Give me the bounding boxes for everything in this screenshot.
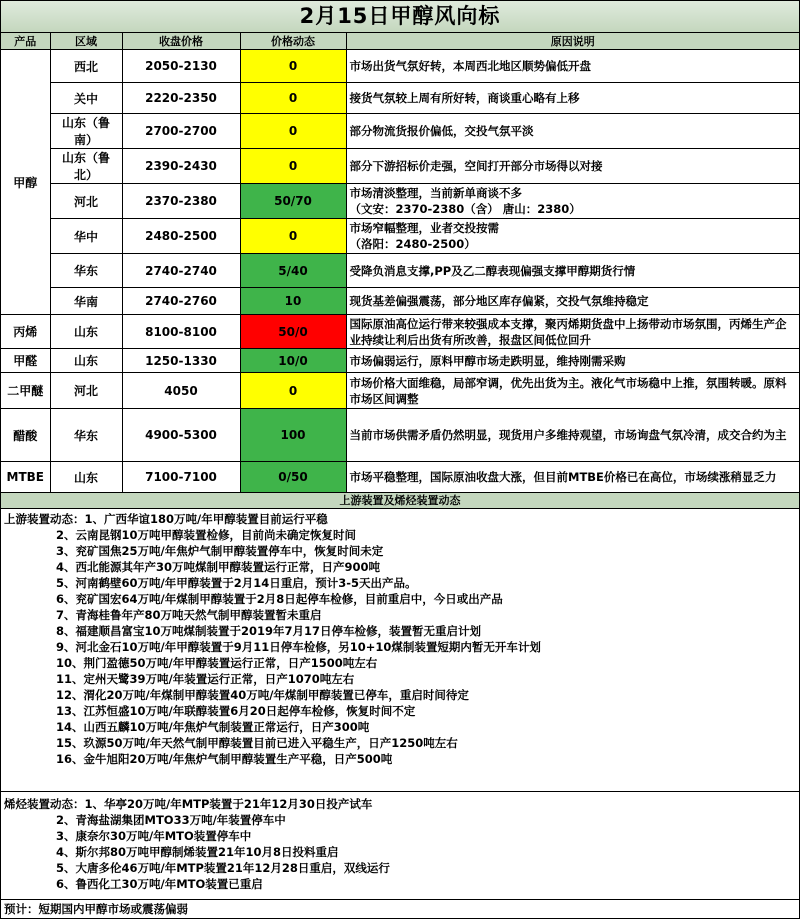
reason-cell: 当前市场供需矛盾仍然明显，现货用户多维持观望，市场询盘气氛冷清，成交合约为主 [346, 409, 799, 462]
region-cell: 关中 [50, 83, 122, 114]
region-cell: 山东 [50, 349, 122, 373]
header-region: 区域 [50, 33, 122, 50]
list-item [4, 703, 799, 719]
section-title: 上游装置及烯烃装置动态 [1, 493, 799, 509]
price-cell: 7100-7100 [122, 462, 240, 493]
table-row [1, 349, 799, 373]
table-row [1, 373, 799, 409]
product-cell: 丙烯 [1, 315, 50, 349]
list-item [4, 591, 799, 607]
list-item [4, 751, 799, 767]
product-cell: 醋酸 [1, 409, 50, 462]
header-product: 产品 [1, 33, 50, 50]
reason-cell: 国际原油高位运行带来较强成本支撑，聚丙烯期货盘中上扬带动市场氛围，丙烯生产企业持续让利后出货有所改善，报盘区间低位回升 [346, 315, 799, 349]
price-move-cell: 0 [240, 83, 346, 114]
region-cell: 山东 [50, 315, 122, 349]
region-cell: 华南 [50, 288, 122, 315]
olefin-item-text: 1、华亭20万吨/年MTP装置于21年12月30日投产试车 [84, 797, 373, 811]
olefin-item-text: 2、青海盐湖集团MTO33万吨/年装置停车中 [56, 813, 286, 827]
upstream-label: 上游装置动态： [4, 512, 85, 526]
region-cell: 河北 [50, 373, 122, 409]
price-move-cell: 0 [240, 219, 346, 254]
upstream-section [1, 509, 799, 792]
reason-cell: 市场出货气氛好转，本周西北地区顺势偏低开盘 [346, 50, 799, 83]
page-title: 2月15日甲醇风向标 [1, 1, 799, 33]
region-cell: 华中 [50, 219, 122, 254]
product-cell: 二甲醚 [1, 373, 50, 409]
upstream-item-text: 4、西北能源其年产30万吨煤制甲醇装置运行正常，日产900吨 [56, 560, 381, 574]
table-row [1, 315, 799, 349]
upstream-item-text: 6、兖矿国宏64万吨/年煤制甲醇装置于2月8日起停车检修，目前重启中，今日或出产品 [56, 592, 503, 606]
upstream-item-text: 16、金牛旭阳20万吨/年焦炉气制甲醇装置生产平稳，日产500吨 [56, 752, 393, 766]
list-item [4, 812, 799, 828]
reason-cell: 市场窄幅整理，业者交投按需 （洛阳：2480-2500） [346, 219, 799, 254]
list-item [4, 828, 799, 844]
upstream-item-text: 10、荆门盈德50万吨/年甲醇装置运行正常，日产1500吨左右 [56, 656, 378, 670]
list-item [4, 844, 799, 860]
list-item [4, 796, 799, 812]
table-row [1, 114, 799, 149]
upstream-item-text: 9、河北金石10万吨/年甲醇装置于9月11日停车检修，另10+10煤制装置短期内暂无开车计划 [56, 640, 541, 654]
price-cell: 2220-2350 [122, 83, 240, 114]
price-table [1, 33, 799, 493]
price-cell: 4900-5300 [122, 409, 240, 462]
reason-cell: 现货基差偏强震荡，部分地区库存偏紧，交投气氛维持稳定 [346, 288, 799, 315]
price-cell: 2740-2740 [122, 254, 240, 288]
upstream-item-text: 11、定州天鹭39万吨/年装置运行正常，日产1070吨左右 [56, 672, 355, 686]
price-move-cell: 0 [240, 114, 346, 149]
reason-cell: 市场平稳整理，国际原油收盘大涨，但目前MTBE价格已在高位，市场续涨稍显乏力 [346, 462, 799, 493]
price-move-cell: 100 [240, 409, 346, 462]
upstream-item-text: 7、青海桂鲁年产80万吨天然气制甲醇装置暂未重启 [56, 608, 322, 622]
region-cell: 山东（鲁北） [50, 149, 122, 184]
table-row [1, 149, 799, 184]
upstream-item-text: 3、兖矿国焦25万吨/年焦炉气制甲醇装置停车中，恢复时间未定 [56, 544, 384, 558]
price-move-cell: 0 [240, 149, 346, 184]
list-item [4, 639, 799, 655]
price-cell: 2050-2130 [122, 50, 240, 83]
list-item [4, 687, 799, 703]
region-cell: 山东 [50, 462, 122, 493]
upstream-item-text: 13、江苏恒盛10万吨/年联醇装置6月20日起停车检修，恢复时间不定 [56, 704, 416, 718]
list-item [4, 575, 799, 591]
region-cell: 华东 [50, 254, 122, 288]
reason-cell: 市场清淡整理，当前新单商谈不多 （文安：2370-2380（含） 唐山：2380） [346, 184, 799, 219]
table-row [1, 50, 799, 83]
olefin-item-text: 3、康奈尔30万吨/年MTO装置停车中 [56, 829, 252, 843]
list-item [4, 623, 799, 639]
reason-cell: 接货气氛较上周有所好转，商谈重心略有上移 [346, 83, 799, 114]
price-cell: 2700-2700 [122, 114, 240, 149]
upstream-item-text: 15、玖源50万吨/年天然气制甲醇装置目前已进入平稳生产，日产1250吨左右 [56, 736, 458, 750]
table-row [1, 219, 799, 254]
olefin-item-text: 4、斯尔邦80万吨甲醇制烯装置21年10月8日投料重启 [56, 845, 339, 859]
product-cell: 甲醇 [1, 50, 50, 315]
upstream-item-text: 1、广西华谊180万吨/年甲醇装置目前运行平稳 [84, 512, 328, 526]
list-item [4, 719, 799, 735]
region-cell: 西北 [50, 50, 122, 83]
list-item [4, 543, 799, 559]
upstream-item-text: 8、福建顺昌富宝10万吨煤制装置于2019年7月17日停车检修，装置暂无重启计划 [56, 624, 482, 638]
list-item [4, 607, 799, 623]
upstream-item-text: 2、云南昆钢10万吨甲醇装置检修，目前尚未确定恢复时间 [56, 528, 357, 542]
olefin-item-text: 6、鲁西化工30万吨/年MTO装置已重启 [56, 877, 263, 891]
price-cell: 4050 [122, 373, 240, 409]
list-item [4, 876, 799, 892]
price-move-cell: 50/0 [240, 315, 346, 349]
upstream-item-text: 12、渭化20万吨/年煤制甲醇装置40万吨/年煤制甲醇装置已停车，重启时间待定 [56, 688, 469, 702]
region-cell: 河北 [50, 184, 122, 219]
reason-cell: 受降负消息支撑,PP及乙二醇表现偏强支撑甲醇期货行情 [346, 254, 799, 288]
price-move-cell: 0 [240, 373, 346, 409]
table-row [1, 288, 799, 315]
table-row [1, 462, 799, 493]
olefin-item-text: 5、大唐多伦46万吨/年MTP装置21年12月28日重启，双线运行 [56, 861, 390, 875]
product-cell: 甲醛 [1, 349, 50, 373]
table-row [1, 254, 799, 288]
forecast: 预计：短期国内甲醇市场或震荡偏弱 [4, 902, 188, 916]
price-move-cell: 50/70 [240, 184, 346, 219]
reason-cell: 市场偏弱运行，原料甲醇市场走跌明显，维持刚需采购 [346, 349, 799, 373]
list-item [4, 671, 799, 687]
table-row [1, 409, 799, 462]
list-item [4, 655, 799, 671]
list-item [4, 860, 799, 876]
price-move-cell: 10 [240, 288, 346, 315]
upstream-item-text: 14、山西五麟10万吨/年焦炉气制装置正常运行，日产300吨 [56, 720, 370, 734]
reason-cell: 部分下游招标价走强，空间打开部分市场得以对接 [346, 149, 799, 184]
upstream-item-text: 5、河南鹤壁60万吨/年甲醇装置于2月14日重启，预计3-5天出产品。 [56, 576, 417, 590]
price-cell: 1250-1330 [122, 349, 240, 373]
price-move-cell: 0 [240, 50, 346, 83]
table-header-row [1, 33, 799, 50]
list-item [4, 527, 799, 543]
reason-cell: 市场价格大面维稳，局部窄调，优先出货为主。液化气市场稳中上推，氛围转暖。原料市场区间调整 [346, 373, 799, 409]
price-move-cell: 5/40 [240, 254, 346, 288]
table-row [1, 184, 799, 219]
region-cell: 山东（鲁南） [50, 114, 122, 149]
list-item [4, 559, 799, 575]
price-cell: 2480-2500 [122, 219, 240, 254]
region-cell: 华东 [50, 409, 122, 462]
price-move-cell: 0/50 [240, 462, 346, 493]
price-move-cell: 10/0 [240, 349, 346, 373]
table-row [1, 83, 799, 114]
header-price: 收盘价格 [122, 33, 240, 50]
list-item [4, 511, 799, 527]
price-cell: 8100-8100 [122, 315, 240, 349]
olefin-label: 烯烃装置动态： [4, 797, 85, 811]
header-move: 价格动态 [240, 33, 346, 50]
price-cell: 2740-2760 [122, 288, 240, 315]
list-item [4, 735, 799, 751]
price-cell: 2370-2380 [122, 184, 240, 219]
reason-cell: 部分物流货报价偏低，交投气氛平淡 [346, 114, 799, 149]
price-cell: 2390-2430 [122, 149, 240, 184]
product-cell: MTBE [1, 462, 50, 493]
header-reason: 原因说明 [346, 33, 799, 50]
olefin-section [1, 792, 799, 900]
